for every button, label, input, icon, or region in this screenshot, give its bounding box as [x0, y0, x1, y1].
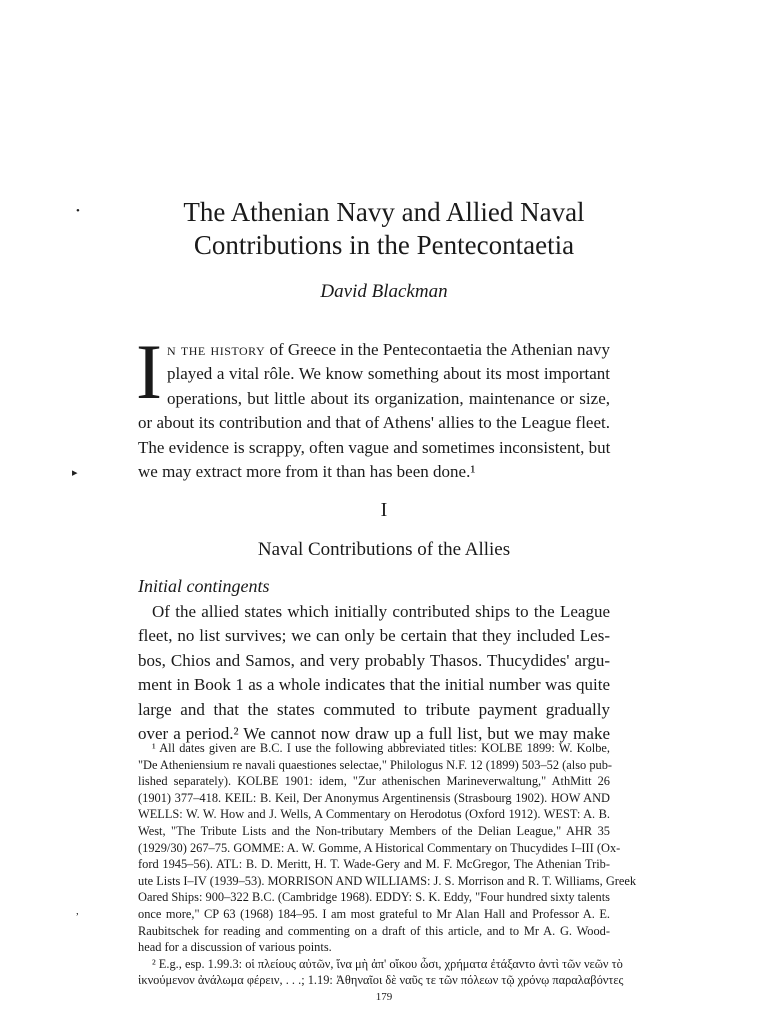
footnote-line: ford 1945–56). ATL: B. D. Meritt, H. T. Wade-Gery and M. F. McGregor, The Athenian Trib-	[138, 857, 610, 872]
subheading: Initial contingents	[138, 576, 270, 596]
title-line: Contributions in the Pentecontaetia	[193, 230, 575, 260]
footnote-line: ἱκνούμενον ἀνάλωμα φέρειν, . . .; 1.19: Ἀθηναῖοι δὲ ναῦς τε τῶν πόλεων τῷ χρόνῳ παραλαβόντες	[138, 973, 624, 988]
section-number: I	[380, 499, 388, 521]
footnote-line: WELLS: W. W. How and J. Wells, A Commentary on Herodotus (Oxford 1912). WEST: A. B.	[138, 807, 610, 822]
footnote-line: ¹ All dates given are B.C. I use the following abbreviated titles: KOLBE 1899: W. Kolbe,	[152, 741, 610, 755]
footnote-line: ute Lists I–IV (1939–53). MORRISON AND WILLIAMS: J. S. Morrison and R. T. Williams, Greek	[138, 873, 637, 888]
intro-line	[138, 338, 610, 362]
footnote-line: Raubitschek for reading and commenting on a draft of this article, and to Mr A. G. Wood-	[138, 923, 610, 938]
drop-cap: I	[136, 328, 162, 415]
intro-line: or about its contribution and that of Athens' allies to the League fleet.	[138, 413, 610, 433]
footnote-line: ² E.g., esp. 1.99.3: οἱ πλείους αὐτῶν, ἵνα μὴ ἀπ' οἴκου ὦσι, χρήματα ἐτάξαντο ἀντὶ τῶν νεῶν τὸ	[152, 956, 623, 971]
scan-speck-mark: ,	[76, 905, 79, 917]
body-paragraph	[138, 600, 610, 746]
footnotes	[138, 740, 637, 989]
scan-speck-mark: •	[76, 205, 80, 217]
intro-line: The evidence is scrappy, often vague and sometimes inconsistent, but	[138, 437, 611, 457]
body-line: over a period.² We cannot now draw up a full list, but we may make	[138, 724, 610, 744]
intro-paragraph	[136, 328, 611, 484]
footnote-line: lished separately). KOLBE 1901: idem, "Zur athenischen Marineverwaltung," AthMitt 26	[138, 774, 610, 789]
body-line: bos, Chios and Samos, and very probably Thasos. Thucydides' argu-	[138, 650, 610, 670]
footnote-line: (1929/30) 267–75. GOMME: A. W. Gomme, A Historical Commentary on Thucydides I–III (Ox-	[138, 840, 621, 855]
title-line: The Athenian Navy and Allied Naval	[183, 197, 585, 227]
body-line: fleet, no list survives; we can only be certain that they included Les-	[138, 626, 610, 646]
scan-speck-mark: ▸	[72, 467, 78, 479]
footnote-line: Oared Ships: 900–322 B.C. (Cambridge 1968). EDDY: S. K. Eddy, "Four hundred sixty talents	[138, 890, 610, 905]
intro-line-text: of Greece in the Pentecontaetia the Athenian navy	[265, 340, 610, 359]
footnote-line: head for a discussion of various points.	[138, 940, 332, 955]
intro-line: played a vital rôle. We know something about its most important	[166, 364, 610, 384]
footnote-line: once more," CP 63 (1968) 184–95. I am most grateful to Mr Alan Hall and Professor A. E.	[138, 906, 610, 921]
intro-line: operations, but little about its organization, maintenance or size,	[166, 388, 610, 408]
page-number: 179	[375, 991, 393, 1003]
footnote-line: West, "The Tribute Lists and the Non-tributary Members of the Delian League," AHR 35	[138, 823, 610, 838]
body-line: ment in Book 1 as a whole indicates that the initial number was quite	[138, 675, 610, 695]
footnote-line: (1901) 377–418. KEIL: B. Keil, Der Anonymus Argentinensis (Strasbourg 1902). HOW AND	[138, 790, 610, 805]
author-name: David Blackman	[320, 281, 448, 302]
body-line: Of the allied states which initially contributed ships to the League	[152, 602, 610, 621]
body-line: large and that the states commuted to tribute payment gradually	[138, 699, 610, 719]
intro-line: we may extract more from it than has been done.¹	[138, 462, 476, 482]
section-title: Naval Contributions of the Allies	[257, 539, 511, 560]
footnote-line: "De Atheniensium re navali quaestiones selectae," Philologus N.F. 12 (1899) 503–52 (also pub-	[138, 757, 613, 772]
article-title	[120, 196, 648, 262]
intro-smallcaps: n the history	[166, 340, 266, 359]
